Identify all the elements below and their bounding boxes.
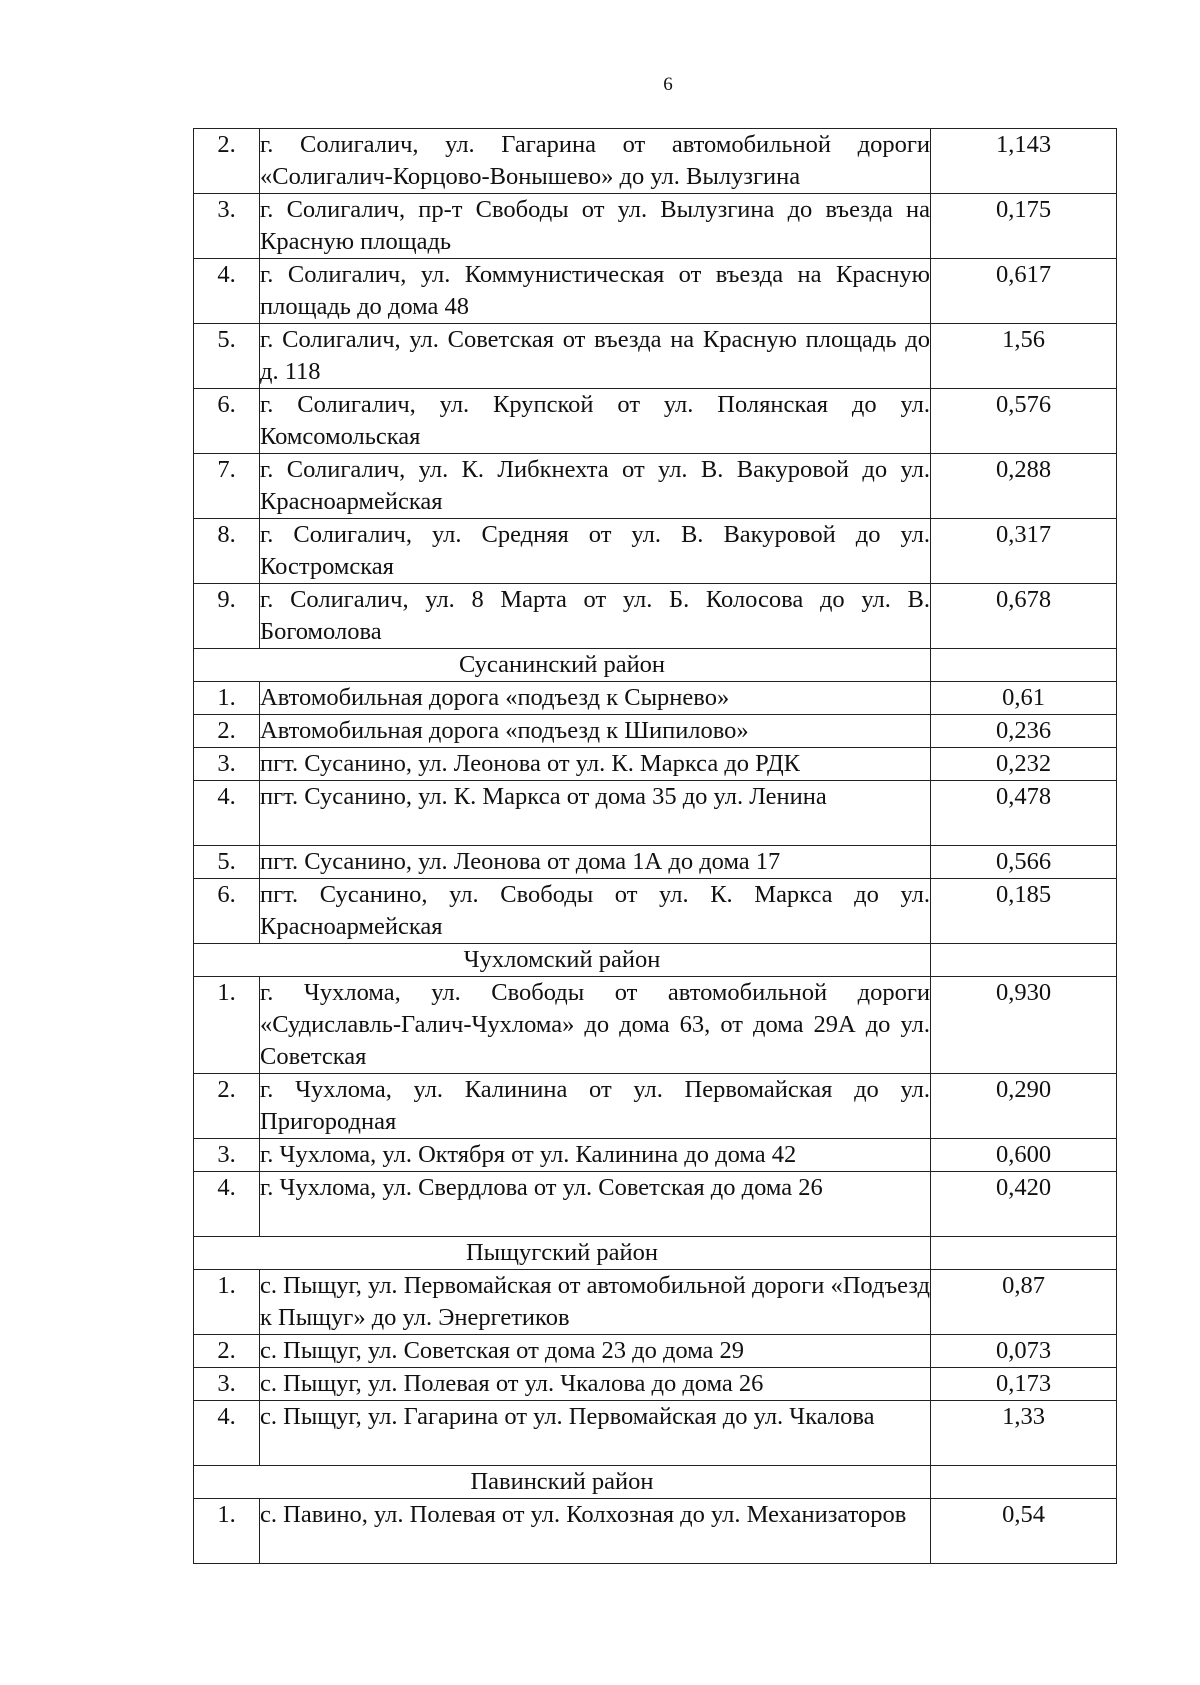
road-length: 0,185 xyxy=(931,879,1117,944)
road-description: пгт. Сусанино, ул. Леонова от дома 1А до дома 17 xyxy=(260,846,931,879)
row-number: 8. xyxy=(194,519,260,584)
road-description: г. Солигалич, ул. Крупской от ул. Полянская до ул. Комсомольская xyxy=(260,389,931,454)
road-description: г. Солигалич, ул. К. Либкнехта от ул. В. Вакуровой до ул. Красноармейская xyxy=(260,454,931,519)
road-description: Автомобильная дорога «подъезд к Шипилово» xyxy=(260,715,931,748)
table-row xyxy=(194,1401,1117,1466)
road-length: 0,290 xyxy=(931,1074,1117,1139)
road-length: 0,54 xyxy=(931,1499,1117,1564)
table-row xyxy=(194,1074,1117,1139)
table-row xyxy=(194,1172,1117,1237)
section-header-row xyxy=(194,944,1117,977)
table-row xyxy=(194,715,1117,748)
row-number: 3. xyxy=(194,1139,260,1172)
page-number: 6 xyxy=(663,74,673,95)
table-row xyxy=(194,1368,1117,1401)
table-row xyxy=(194,977,1117,1074)
table-row xyxy=(194,846,1117,879)
road-length: 0,617 xyxy=(931,259,1117,324)
road-description: г. Солигалич, ул. 8 Марта от ул. Б. Колосова до ул. В. Богомолова xyxy=(260,584,931,649)
row-number: 2. xyxy=(194,715,260,748)
road-length: 0,87 xyxy=(931,1270,1117,1335)
road-length: 1,143 xyxy=(931,129,1117,194)
road-description: с. Пыщуг, ул. Первомайская от автомобильной дороги «Подъезд к Пыщуг» до ул. Энергетиков xyxy=(260,1270,931,1335)
road-description: пгт. Сусанино, ул. К. Маркса от дома 35 до ул. Ленина xyxy=(260,781,931,846)
road-length: 0,566 xyxy=(931,846,1117,879)
road-length: 0,288 xyxy=(931,454,1117,519)
road-length: 1,33 xyxy=(931,1401,1117,1466)
row-number: 4. xyxy=(194,1401,260,1466)
road-description: г. Солигалич, ул. Средняя от ул. В. Вакуровой до ул. Костромская xyxy=(260,519,931,584)
section-title: Павинский район xyxy=(194,1466,931,1499)
road-description: г. Солигалич, пр-т Свободы от ул. Вылузгина до въезда на Красную площадь xyxy=(260,194,931,259)
road-length: 0,678 xyxy=(931,584,1117,649)
row-number: 1. xyxy=(194,1270,260,1335)
section-length-cell xyxy=(931,1237,1117,1270)
section-header-row xyxy=(194,649,1117,682)
road-length: 0,175 xyxy=(931,194,1117,259)
table-row xyxy=(194,584,1117,649)
road-length: 0,317 xyxy=(931,519,1117,584)
roads-table-body xyxy=(194,129,1117,1564)
table-row xyxy=(194,519,1117,584)
road-description: г. Чухлома, ул. Свободы от автомобильной дороги «Судиславль-Галич-Чухлома» до дома 63, от дома 29А до ул. Советская xyxy=(260,977,931,1074)
road-description: г. Солигалич, ул. Советская от въезда на Красную площадь до д. 118 xyxy=(260,324,931,389)
row-number: 4. xyxy=(194,781,260,846)
table-row xyxy=(194,879,1117,944)
row-number: 7. xyxy=(194,454,260,519)
section-title: Пыщугский район xyxy=(194,1237,931,1270)
row-number: 4. xyxy=(194,1172,260,1237)
road-description: с. Пыщуг, ул. Гагарина от ул. Первомайская до ул. Чкалова xyxy=(260,1401,931,1466)
road-description: г. Чухлома, ул. Октября от ул. Калинина до дома 42 xyxy=(260,1139,931,1172)
table-row xyxy=(194,259,1117,324)
table-row xyxy=(194,129,1117,194)
table-row xyxy=(194,389,1117,454)
road-length: 0,600 xyxy=(931,1139,1117,1172)
row-number: 2. xyxy=(194,1335,260,1368)
road-description: г. Солигалич, ул. Гагарина от автомобильной дороги «Солигалич-Корцово-Вонышево» до ул. Вылузгина xyxy=(260,129,931,194)
road-length: 0,420 xyxy=(931,1172,1117,1237)
road-length: 1,56 xyxy=(931,324,1117,389)
row-number: 1. xyxy=(194,977,260,1074)
section-header-row xyxy=(194,1237,1117,1270)
road-length: 0,61 xyxy=(931,682,1117,715)
road-length: 0,576 xyxy=(931,389,1117,454)
road-description: Автомобильная дорога «подъезд к Сырнево» xyxy=(260,682,931,715)
row-number: 9. xyxy=(194,584,260,649)
table-row xyxy=(194,454,1117,519)
road-length: 0,478 xyxy=(931,781,1117,846)
row-number: 5. xyxy=(194,846,260,879)
row-number: 3. xyxy=(194,1368,260,1401)
table-row xyxy=(194,324,1117,389)
section-title: Сусанинский район xyxy=(194,649,931,682)
road-description: пгт. Сусанино, ул. Свободы от ул. К. Маркса до ул. Красноармейская xyxy=(260,879,931,944)
road-length: 0,232 xyxy=(931,748,1117,781)
row-number: 5. xyxy=(194,324,260,389)
row-number: 3. xyxy=(194,748,260,781)
section-length-cell xyxy=(931,944,1117,977)
road-description: с. Пыщуг, ул. Полевая от ул. Чкалова до дома 26 xyxy=(260,1368,931,1401)
section-length-cell xyxy=(931,649,1117,682)
table-row xyxy=(194,682,1117,715)
table-row xyxy=(194,1499,1117,1564)
row-number: 6. xyxy=(194,879,260,944)
road-description: с. Павино, ул. Полевая от ул. Колхозная до ул. Механизаторов xyxy=(260,1499,931,1564)
roads-table xyxy=(193,128,1117,1564)
row-number: 2. xyxy=(194,129,260,194)
row-number: 4. xyxy=(194,259,260,324)
row-number: 1. xyxy=(194,682,260,715)
road-description: пгт. Сусанино, ул. Леонова от ул. К. Маркса до РДК xyxy=(260,748,931,781)
road-length: 0,073 xyxy=(931,1335,1117,1368)
road-description: г. Солигалич, ул. Коммунистическая от въезда на Красную площадь до дома 48 xyxy=(260,259,931,324)
row-number: 2. xyxy=(194,1074,260,1139)
section-header-row xyxy=(194,1466,1117,1499)
table-row xyxy=(194,748,1117,781)
road-length: 0,930 xyxy=(931,977,1117,1074)
row-number: 6. xyxy=(194,389,260,454)
road-description: г. Чухлома, ул. Свердлова от ул. Советская до дома 26 xyxy=(260,1172,931,1237)
table-row xyxy=(194,1335,1117,1368)
table-row xyxy=(194,194,1117,259)
road-length: 0,173 xyxy=(931,1368,1117,1401)
table-row xyxy=(194,1139,1117,1172)
road-description: с. Пыщуг, ул. Советская от дома 23 до дома 29 xyxy=(260,1335,931,1368)
section-length-cell xyxy=(931,1466,1117,1499)
row-number: 3. xyxy=(194,194,260,259)
section-title: Чухломский район xyxy=(194,944,931,977)
table-row xyxy=(194,781,1117,846)
table-row xyxy=(194,1270,1117,1335)
road-description: г. Чухлома, ул. Калинина от ул. Первомайская до ул. Пригородная xyxy=(260,1074,931,1139)
road-length: 0,236 xyxy=(931,715,1117,748)
row-number: 1. xyxy=(194,1499,260,1564)
